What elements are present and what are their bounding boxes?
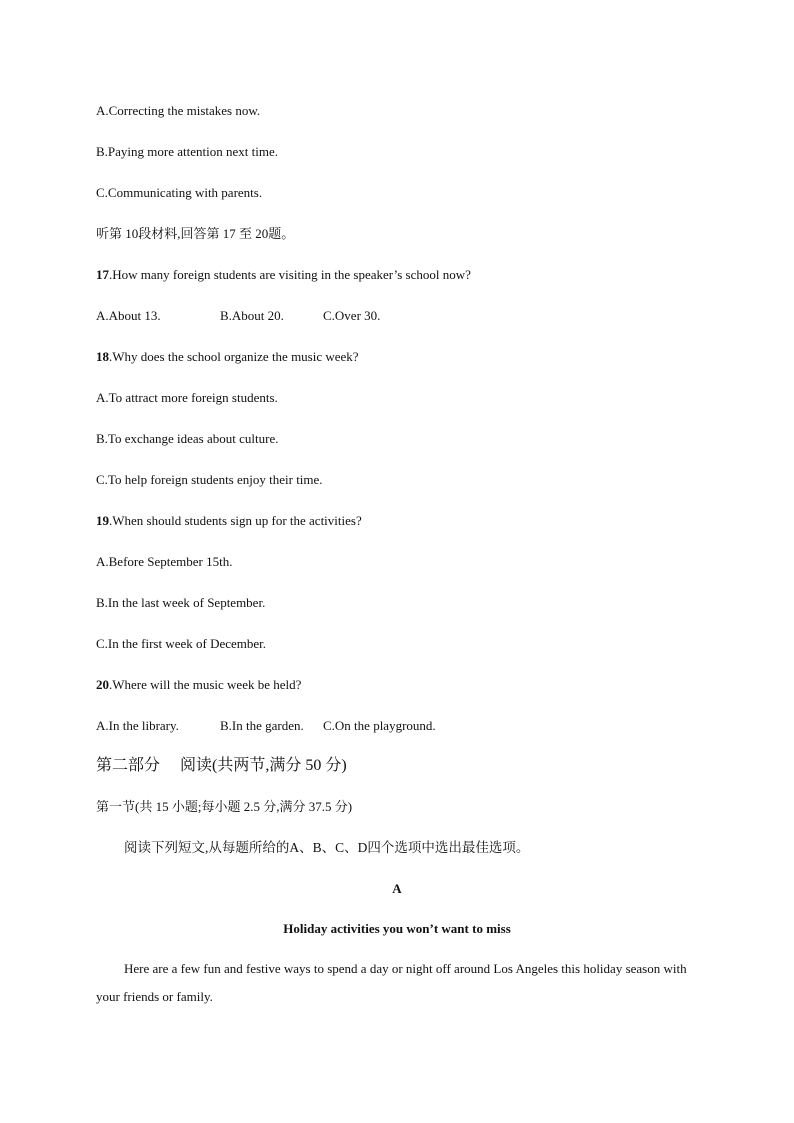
q17-text: .How many foreign students are visiting in the speaker’s school now? [109, 267, 471, 282]
reading-instruction: 阅读下列短文,从每题所给的A、B、C、D四个选项中选出最佳选项。 [124, 840, 530, 855]
q16-option-b: B.Paying more attention next time. [96, 144, 278, 159]
q20-option-b: B.In the garden. [220, 718, 304, 733]
q17-option-b: B.About 20. [220, 308, 284, 323]
q20-text: .Where will the music week be held? [109, 677, 302, 692]
q18-option-b: B.To exchange ideas about culture. [96, 431, 279, 446]
q17-options [96, 308, 380, 324]
q20-option-c: C.On the playground. [323, 718, 436, 733]
part2-heading [96, 756, 347, 776]
material-10-intro: 听第 10段材料,回答第 17 至 20题。 [96, 226, 295, 241]
q18-stem [96, 349, 359, 365]
q17-option-c: C.Over 30. [323, 308, 381, 323]
q19-number: 19 [96, 513, 109, 528]
q20-options [96, 718, 436, 734]
q18-text: .Why does the school organize the music week? [109, 349, 359, 364]
q19-option-c: C.In the first week of December. [96, 636, 267, 651]
q19-option-b: B.In the last week of September. [96, 595, 266, 610]
q17-stem [96, 267, 471, 283]
part2-subtitle: 阅读(共两节,满分 50 分) [180, 757, 347, 774]
q20-number: 20 [96, 677, 109, 692]
q16-option-a: A.Correcting the mistakes now. [96, 103, 261, 118]
q18-number: 18 [96, 349, 109, 364]
q19-option-a: A.Before September 15th. [96, 554, 233, 569]
part2-title: 第二部分 [96, 757, 161, 774]
section1-title: 第一节(共 15 小题;每小题 2.5 分,满分 37.5 分) [96, 799, 353, 814]
passage-title: Holiday activities you won’t want to miss [283, 921, 511, 936]
q19-text: .When should students sign up for the activities? [109, 513, 362, 528]
q20-stem [96, 677, 301, 693]
q18-option-c: C.To help foreign students enjoy their time. [96, 472, 323, 487]
q17-option-a: A.About 13. [96, 308, 161, 323]
q20-option-a: A.In the library. [96, 718, 179, 733]
passage-label: A [392, 881, 402, 896]
passage-intro: Here are a few fun and festive ways to spend a day or night off around Los Angeles this holiday season with your friends or family. [96, 961, 687, 1004]
q19-stem [96, 513, 362, 529]
q16-option-c: C.Communicating with parents. [96, 185, 263, 200]
q18-option-a: A.To attract more foreign students. [96, 390, 278, 405]
q17-number: 17 [96, 267, 109, 282]
